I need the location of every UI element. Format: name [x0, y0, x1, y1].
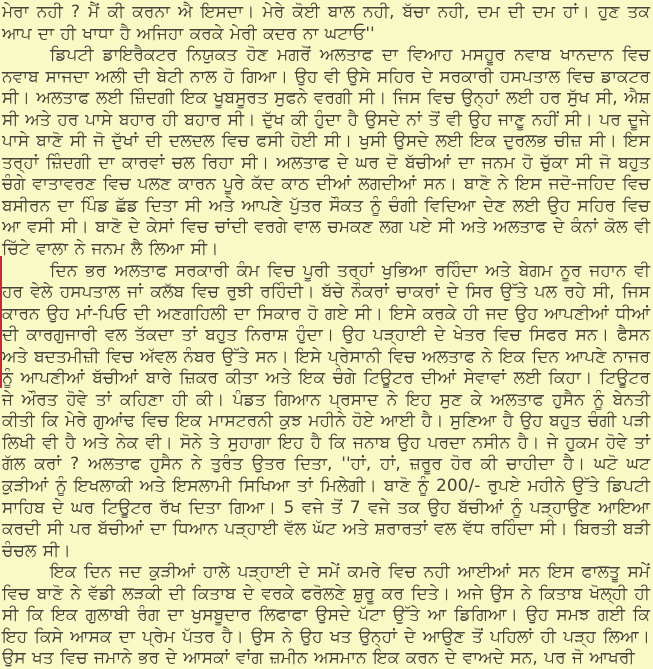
- paragraph-3: ਦਿਨ ਭਰ ਅਲਤਾਫ ਸਰਕਾਰੀ ਕੰਮ ਵਿਚ ਪੂਰੀ ਤਰ੍ਹਾਂ ਖੁਭਿਆ ਰਹਿੰਦਾ ਅਤੇ ਬੇਗਮ ਨੂਰ ਜਹਾਨ ਵੀ ਹਰ ਵੇਲੇ ਹਸਪਤਾਲ ਜਾਂ ਕਲੱਬ ਵਿਚ ਰੁਝੀ ਰਹਿੰਦੀ। ਬੱਚੇ ਨੌਕਰਾਂ ਚਾਕਰਾਂ ਦੇ ਸਿਰ ਉੱਤੇ ਪਲ ਰਹੇ ਸੀ, ਜਿਸ ਕਾਰਨ ਉਹ ਮਾਂ-ਪਿਓ ਦੀ ਅਣਗਹਿਲੀ ਦਾ ਸਿਕਾਰ ਹੋ ਗਏ ਸੀ। ਇਸੇ ਕਰਕੇ ਹੀ ਜਦ ਉਹ ਆਪਣੀਆਂ ਧੀਆਂ ਦੀ ਕਾਰਗੁਜਾਰੀ ਵਲ ਤੱਕਦਾ ਤਾਂ ਬਹੁਤ ਨਿਰਾਸ਼ ਹੁੰਦਾ। ਉਹ ਪੜ੍ਹਾਈ ਦੇ ਖੇਤਰ ਵਿਚ ਸਿਫਰ ਸਨ। ਫੈਸਨ ਅਤੇ ਬਦਤਮੀਜ਼ੀ ਵਿਚ ਅੱਵਲ ਨੰਬਰ ਉੱਤੇ ਸਨ। ਇਸੇ ਪ੍ਰੇਸਾਨੀ ਵਿਚ ਅਲਤਾਫ ਨੇ ਇਕ ਦਿਨ ਆਪਣੇ ਨਾਜਰ ਨੂੰ ਆਪਣੀਆਂ ਬੱਚੀਆਂ ਬਾਰੇ ਜ਼ਿਕਰ ਕੀਤਾ ਅਤੇ ਇਕ ਚੰਗੇ ਟਿਊਟਰ ਦੀਆਂ ਸੇਵਾਵਾਂ ਲਈ ਕਿਹਾ। ਟਿਊਟਰ ਜੇ ਔਰਤ ਹੋਵੇ ਤਾਂ ਕਹਿਣਾ ਹੀ ਕੀ। ਪੰਡਤ ਗਿਆਨ ਪ੍ਰਸਾਦ ਨੇ ਇਹ ਸੁਣ ਕੇ ਅਲਤਾਫ ਹੁਸੈਨ ਨੂੰ ਬੇਨਤੀ ਕੀਤੀ ਕਿ ਮੇਰੇ ਗੁਆਂਢ ਵਿਚ ਇਕ ਮਾਸਟਰਨੀ ਕੁਝ ਮਹੀਨੇ ਹੋਏ ਆਈ ਹੈ। ਸੁਣਿਆ ਹੈ ਉਹ ਬਹੁਤ ਚੰਗੀ ਪੜੀ ਲਿਖੀ ਵੀ ਹੈ ਅਤੇ ਨੇਕ ਵੀ। ਸੋਨੇ ਤੇ ਸੁਹਾਗਾ ਇਹ ਹੈ ਕਿ ਜਨਾਬ ਉਹ ਪਰਦਾ ਨਸੀਨ ਹੈ। ਜੇ ਹੁਕਮ ਹੋਵੇ ਤਾਂ ਗੱਲ ਕਰਾਂ ? ਅਲਤਾਫ ਹੁਸੈਨ ਨੇ ਤੁਰੰਤ ਉਤਰ ਦਿਤਾ, ''ਹਾਂ, ਹਾਂ, ਜ਼ਰੂਰ ਹੋਰ ਕੀ ਚਾਹੀਦਾ ਹੈ। ਘਟੋ ਘਟ ਕੁੜੀਆਂ ਨੂੰ ਇਖਲਾਕੀ ਅਤੇ ਇਸਲਾਮੀ ਸਿਖਿਆ ਤਾਂ ਮਿਲੇਗੀ। ਬਾਣੋ ਨੂੰ 200/- ਰੁਪਏ ਮਹੀਨੇ ਉੱਤੇ ਡਿਪਟੀ ਸਾਹਿਬ ਦੇ ਘਰ ਟਿਊਟਰ ਰੱਖ ਦਿਤਾ ਗਿਆ। 5 ਵਜੇ ਤੋਂ 7 ਵਜੇ ਤਕ ਉਹ ਬੱਚੀਆਂ ਨੂੰ ਪੜ੍ਹਾਉਣ ਆਇਆ ਕਰਦੀ ਸੀ ਪਰ ਬੱਚੀਆਂ ਦਾ ਧਿਆਨ ਪੜ੍ਹਾਈ ਵੱਲ ਘੱਟ ਅਤੇ ਸ਼ਰਾਰਤਾਂ ਵਲ ਵੱਧ ਰਹਿੰਦਾ ਸੀ। ਬਿਰਤੀ ਬੜੀ ਚੰਚਲ ਸੀ।: [2, 260, 650, 561]
- paragraph-1: ਮੇਰਾ ਨਹੀ ? ਮੈਂ ਕੀ ਕਰਨਾ ਐ ਇਸਦਾ। ਮੇਰੇ ਕੋਈ ਬਾਲ ਨਹੀ, ਬੱਚਾ ਨਹੀ, ਦਮ ਦੀ ਦਮ ਹਾਂ। ਹੁਣ ਤਕ ਆਪ ਦਾ ਹੀ ਖਾਧਾ ਹੈ ਅਜਿਹਾ ਕਰਕੇ ਮੇਰੀ ਕਦਰ ਨਾ ਘਟਾਓ'': [2, 2, 650, 44]
- paragraph-2: ਡਿਪਟੀ ਡਾਇਰੈਕਟਰ ਨਿਯੁਕਤ ਹੋਣ ਮਗਰੋਂ ਅਲਤਾਫ ਦਾ ਵਿਆਹ ਮਸਹੂਰ ਨਵਾਬ ਖਾਨਦਾਨ ਵਿਚ ਨਵਾਬ ਸਾਜਦਾ ਅਲੀ ਦੀ ਬੇਟੀ ਨਾਲ ਹੋ ਗਿਆ। ਉਹ ਵੀ ਉਸੇ ਸਹਿਰ ਦੇ ਸਰਕਾਰੀ ਹਸਪਤਾਲ ਵਿਚ ਡਾਕਟਰ ਸੀ। ਅਲਤਾਫ ਲਈ ਜ਼ਿੰਦਗੀ ਇਕ ਖੂਬਸੂਰਤ ਸੁਫਨੇ ਵਰਗੀ ਸੀ। ਜਿਸ ਵਿਚ ਉਨ੍ਹਾਂ ਲਈ ਹਰ ਸੁੱਖ ਸੀ, ਐਸ਼ ਸੀ ਅਤੇ ਹਰ ਪਾਸੇ ਬਹਾਰ ਹੀ ਬਹਾਰ ਸੀ। ਦੁੱਖ ਕੀ ਹੁੰਦਾ ਹੈ ਉਸਦੇ ਨਾਂ ਤੋਂ ਵੀ ਉਹ ਜਾਣੂ ਨਹੀਂ ਸੀ। ਪਰ ਦੂਜੇ ਪਾਸੇ ਬਾਣੋ ਸੀ ਜੋ ਦੁੱਖਾਂ ਦੀ ਦਲਦਲ ਵਿਚ ਫਸੀ ਹੋਈ ਸੀ। ਖੁਸੀ ਉਸਦੇ ਲਈ ਇਕ ਦੁਰਲਭ ਚੀਜ਼ ਸੀ। ਇਸ ਤਰ੍ਹਾਂ ਜ਼ਿੰਦਗੀ ਦਾ ਕਾਰਵਾਂ ਚਲ ਰਿਹਾ ਸੀ। ਅਲਤਾਫ ਦੇ ਘਰ ਦੋ ਬੱਚੀਆਂ ਦਾ ਜਨਮ ਹੋ ਚੁੱਕਾ ਸੀ ਜੋ ਬਹੁਤ ਚੰਗੇ ਵਾਤਾਵਰਣ ਵਿਚ ਪਲਣ ਕਾਰਨ ਪੂਰੇ ਕੱਦ ਕਾਠ ਦੀਆਂ ਲਗਦੀਆਂ ਸਨ। ਬਾਣੋ ਨੇ ਇਸ ਜਦੋ-ਜਹਿਦ ਵਿਚ ਬਸੀਰਨ ਦਾ ਪਿੰਡ ਛੱਡ ਦਿਤਾ ਸੀ ਅਤੇ ਆਪਣੇ ਪੁੱਤਰ ਸੌਕਤ ਨੂੰ ਚੰਗੀ ਵਿਦਿਆ ਦੇਣ ਲਈ ਉਹ ਸਹਿਰ ਵਿਚ ਆ ਵਸੀ ਸੀ। ਬਾਣੋ ਦੇ ਕੇਸਾਂ ਵਿਚ ਚਾਂਦੀ ਵਰਗੇ ਵਾਲ ਚਮਕਣ ਲਗ ਪਏ ਸੀ ਅਤੇ ਅਲਤਾਫ ਦੇ ਕੰਨਾਂ ਕੋਲ ਵੀ ਚਿੱਟੇ ਵਾਲਾ ਨੇ ਜਨਮ ਲੈ ਲਿਆ ਸੀ।: [2, 45, 650, 260]
- paragraph-4: ਇਕ ਦਿਨ ਜਦ ਕੁੜੀਆਂ ਹਾਲੇ ਪੜ੍ਹਾਈ ਦੇ ਸਮੇਂ ਕਮਰੇ ਵਿਚ ਨਹੀ ਆਈਆਂ ਸਨ ਇਸ ਫਾਲਤੂ ਸਮੇਂ ਵਿਚ ਬਾਣੋ ਨੇ ਵੱਡੀ ਲੜਕੀ ਦੀ ਕਿਤਾਬ ਦੇ ਵਰਕੇ ਫਰੋਲਣੇ ਸ਼ੁਰੂ ਕਰ ਦਿਤੇ। ਅਜੇ ਉਸ ਨੇ ਕਿਤਾਬ ਖੋਲ੍ਹੀ ਹੀ ਸੀ ਕਿ ਇਕ ਗੁਲਾਬੀ ਰੰਗ ਦਾ ਖੁਸਬੂਦਾਰ ਲਿਫਾਫਾ ਉਸਦੇ ਪੱਟਾ ਉੱਤੇ ਆ ਡਿਗਿਆ। ਉਹ ਸਮਝ ਗਈ ਕਿ ਇਹ ਕਿਸੇ ਆਸਕ ਦਾ ਪ੍ਰੇਮ ਪੱਤਰ ਹੈ। ਉਸ ਨੇ ਉਹ ਖਤ ਉਨ੍ਹਾਂ ਦੇ ਆਉਣ ਤੋਂ ਪਹਿਲਾਂ ਹੀ ਪੜ੍ਹ ਲਿਆ। ਉਸ ਖਤ ਵਿਚ ਜਮਾਨੇ ਭਰ ਦੇ ਆਸਕਾਂ ਵਾਂਗ ਜ਼ਮੀਨ ਅਸਮਾਨ ਇਕ ਕਰਨ ਦੇ ਵਾਅਦੇ ਸਨ, ਪਰ ਜੋ ਆਖਰੀ: [2, 562, 650, 669]
- body-text: [2, 2, 650, 669]
- red-margin-line-fragment: [0, 256, 2, 388]
